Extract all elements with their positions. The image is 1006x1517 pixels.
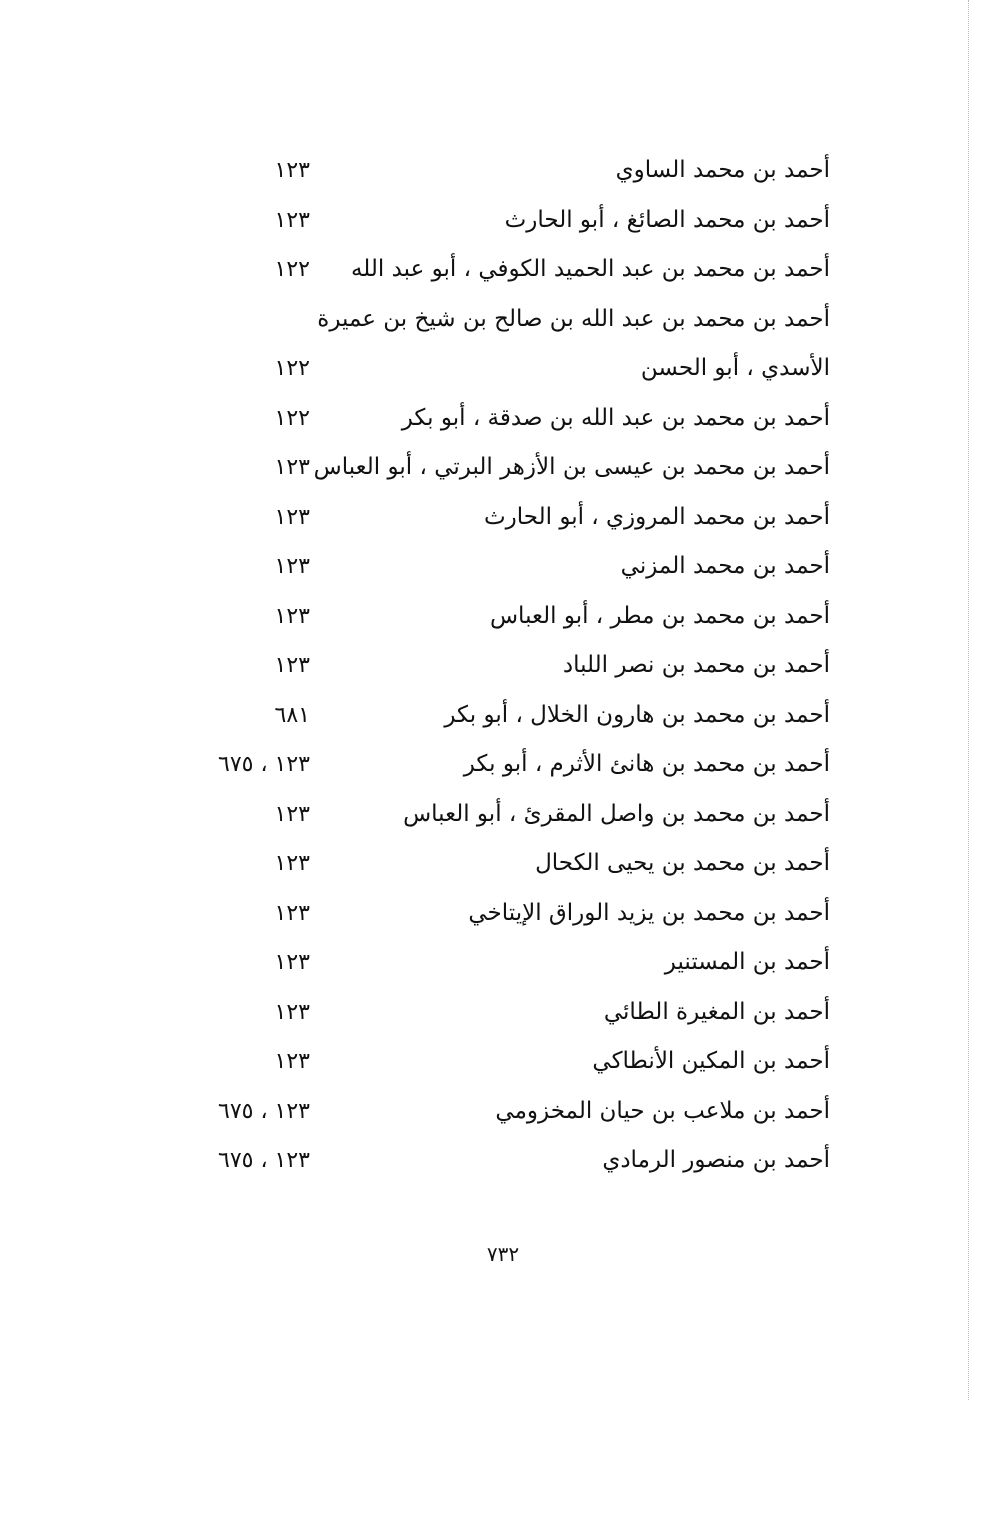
entry-pages: ١٢٣ (274, 653, 310, 678)
index-entry (150, 988, 830, 1038)
entry-pages: ١٢٣ ، ٦٧٥ (218, 1148, 310, 1173)
name-index-list (150, 146, 830, 1186)
index-entry (150, 790, 830, 840)
entry-pages: ١٢٢ (274, 257, 310, 282)
entry-name: أحمد بن المستنير (664, 949, 830, 975)
page-number: ٧٣٢ (486, 1242, 520, 1266)
entry-pages: ١٢٢ (274, 356, 310, 381)
entry-pages: ١٢٣ (274, 1049, 310, 1074)
index-entry (150, 443, 830, 493)
entry-pages: ١٢٣ (274, 950, 310, 975)
entry-name: أحمد بن محمد المزني (620, 553, 830, 579)
entry-pages: ١٢٣ (274, 554, 310, 579)
index-entry (150, 641, 830, 691)
entry-pages: ١٢٣ (274, 455, 310, 480)
index-entry (150, 394, 830, 444)
entry-name: أحمد بن المكين الأنطاكي (592, 1048, 830, 1074)
index-entry (150, 938, 830, 988)
entry-name: أحمد بن محمد بن يزيد الوراق الإيتاخي (468, 899, 830, 926)
entry-name: أحمد بن محمد بن واصل المقرئ ، أبو العباس (403, 800, 830, 827)
entry-pages: ٦٨١ (274, 702, 310, 728)
index-entry (150, 889, 830, 939)
index-entry (150, 542, 830, 592)
entry-name: أحمد بن محمد بن يحيى الكحال (535, 850, 830, 876)
index-entry (150, 839, 830, 889)
entry-pages: ١٢٣ (274, 504, 310, 530)
entry-pages: ١٢٣ (274, 158, 310, 183)
index-entry (150, 691, 830, 741)
entry-name: أحمد بن ملاعب بن حيان المخزومي (495, 1097, 830, 1124)
entry-pages: ١٢٣ (274, 603, 310, 629)
index-entry (150, 1087, 830, 1137)
entry-name: أحمد بن محمد بن هارون الخلال ، أبو بكر (444, 701, 830, 728)
entry-pages: ١٢٣ ، ٦٧٥ (218, 1098, 310, 1124)
entry-name: أحمد بن محمد بن عبد الله بن صالح بن شيخ بن عميرة (317, 305, 830, 332)
entry-pages: ١٢٣ (274, 207, 310, 233)
index-entry (150, 295, 830, 345)
entry-name: أحمد بن محمد بن نصر اللباد (562, 652, 830, 678)
entry-name: أحمد بن محمد بن عبد الحميد الكوفي ، أبو عبد الله (350, 256, 830, 282)
index-entry (150, 1037, 830, 1087)
entry-pages: ١٢٣ (274, 801, 310, 827)
entry-name: أحمد بن محمد بن عبد الله بن صدقة ، أبو بكر (401, 404, 830, 431)
entry-name: أحمد بن محمد بن مطر ، أبو العباس (489, 602, 830, 629)
entry-name: أحمد بن محمد الصائغ ، أبو الحارث (504, 206, 830, 233)
entry-name: أحمد بن محمد بن هانئ الأثرم ، أبو بكر (463, 751, 830, 777)
index-entry-continuation (150, 344, 830, 394)
entry-name: أحمد بن محمد المروزي ، أبو الحارث (484, 503, 830, 530)
index-entry (150, 245, 830, 295)
index-entry (150, 493, 830, 543)
index-entry (150, 740, 830, 790)
index-entry (150, 196, 830, 246)
index-entry (150, 146, 830, 196)
entry-name: أحمد بن منصور الرمادي (602, 1147, 830, 1173)
entry-pages: ١٢٣ (274, 851, 310, 876)
entry-pages: ١٢٣ (274, 999, 310, 1025)
entry-name: أحمد بن محمد الساوي (615, 157, 830, 183)
entry-name: الأسدي ، أبو الحسن (640, 355, 830, 381)
entry-name: أحمد بن المغيرة الطائي (603, 998, 830, 1025)
page-edge-divider (968, 0, 969, 1400)
index-entry (150, 1136, 830, 1186)
entry-name: أحمد بن محمد بن عيسى بن الأزهر البرتي ، أبو العباس (313, 454, 830, 480)
entry-pages: ١٢٢ (274, 405, 310, 431)
index-entry (150, 592, 830, 642)
entry-pages: ١٢٣ ، ٦٧٥ (218, 752, 310, 777)
entry-pages: ١٢٣ (274, 900, 310, 926)
